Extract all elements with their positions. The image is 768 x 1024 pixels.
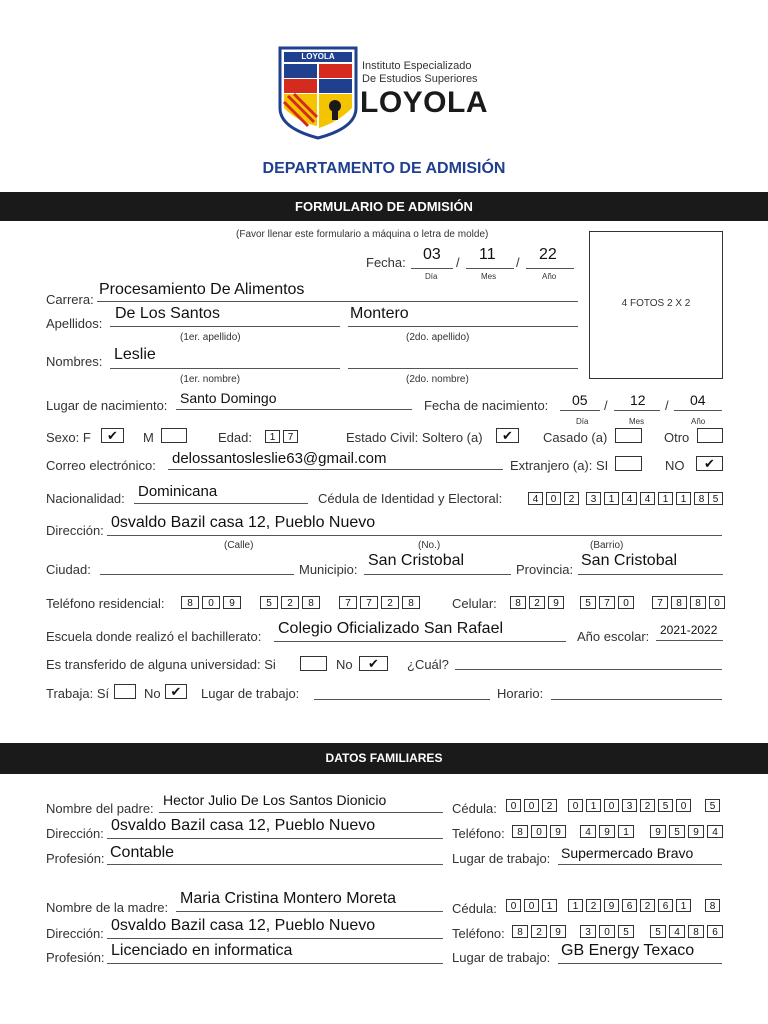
digit-box: 9 — [688, 825, 704, 838]
madre-cedula-group-1[interactable] — [506, 899, 560, 912]
municipio-line — [364, 574, 511, 575]
provincia-label: Provincia: — [516, 562, 574, 577]
digit-box: 0 — [531, 825, 547, 838]
digit-box: 2 — [281, 596, 299, 609]
casado-checkbox[interactable] — [615, 428, 642, 443]
digit-box: 1 — [618, 825, 634, 838]
extranjero-no-checkbox[interactable]: ✔ — [696, 456, 723, 471]
edad-digit: 7 — [283, 430, 298, 443]
digit-box: 7 — [652, 596, 668, 609]
correo-line — [168, 469, 503, 470]
correo-value[interactable]: delossantosleslie63@gmail.com — [172, 450, 387, 467]
trabaja-no-label: No — [144, 686, 161, 701]
provincia-value[interactable]: San Cristobal — [581, 552, 678, 569]
trabaja-si-checkbox[interactable] — [114, 684, 136, 699]
digit-box: 8 — [402, 596, 420, 609]
horario-line[interactable] — [551, 699, 722, 700]
digit-box: 0 — [524, 799, 539, 812]
lugar-trabajo-label: Lugar de trabajo: — [201, 686, 300, 701]
nacionalidad-line — [134, 503, 308, 504]
digit-box: 2 — [381, 596, 399, 609]
digit-box: 0 — [568, 799, 583, 812]
padre-lugar-trabajo-label: Lugar de trabajo: — [452, 851, 551, 866]
municipio-label: Municipio: — [299, 562, 358, 577]
digit-box: 2 — [564, 492, 579, 505]
edad-digit: 1 — [265, 430, 280, 443]
cedula-label: Cédula de Identidad y Electoral: — [318, 491, 503, 506]
apellido-1-line — [110, 326, 340, 327]
nombre-2-hint: (2do. nombre) — [406, 374, 469, 385]
tel-res-group-1[interactable] — [181, 596, 244, 609]
madre-cedula-group-2[interactable] — [568, 899, 694, 912]
transferido-label: Es transferido de alguna universidad: Si — [46, 657, 276, 672]
fecha-mes-line — [466, 268, 514, 269]
digit-box: 9 — [650, 825, 666, 838]
digit-box: 1 — [586, 799, 601, 812]
ciudad-line — [100, 574, 294, 575]
nacionalidad-value[interactable]: Dominicana — [138, 483, 218, 500]
madre-cedula-group-3[interactable] — [705, 899, 723, 912]
digit-box: 7 — [339, 596, 357, 609]
carrera-line — [97, 301, 578, 302]
anio-escolar-label: Año escolar: — [577, 629, 650, 644]
digit-box: 2 — [542, 799, 557, 812]
lugar-nacimiento-line — [176, 409, 412, 410]
nombre-1-value[interactable]: Leslie — [114, 346, 156, 363]
anio-escolar-value[interactable]: 2021-2022 — [660, 623, 718, 637]
cedula-group-1[interactable] — [528, 492, 582, 505]
tel-res-group-3[interactable] — [339, 596, 423, 609]
form-title-bar — [0, 192, 768, 221]
padre-profesion-value[interactable]: Contable — [110, 844, 175, 861]
fecha-anio-line — [526, 268, 574, 269]
apellido-1-hint: (1er. apellido) — [180, 332, 241, 343]
madre-profesion-line — [107, 963, 443, 964]
extranjero-label: Extranjero (a): SI — [510, 458, 609, 473]
direccion-line — [107, 535, 722, 536]
fecha-nac-mes-line — [614, 410, 660, 411]
fecha-sep-1: / — [456, 255, 460, 270]
digit-box: 0 — [506, 799, 521, 812]
fecha-dia[interactable]: 03 — [423, 246, 441, 263]
digit-box: 4 — [580, 825, 596, 838]
lugar-nacimiento-label: Lugar de nacimiento: — [46, 398, 168, 413]
digit-box: 4 — [707, 825, 723, 838]
family-section-title: DATOS FAMILIARES — [325, 751, 443, 765]
digit-box: 6 — [622, 899, 637, 912]
cel-group-2[interactable] — [580, 596, 637, 609]
digit-box: 8 — [510, 596, 526, 609]
digit-box: 0 — [524, 899, 539, 912]
fecha-nac-sep-1: / — [604, 398, 608, 413]
digit-box: 4 — [528, 492, 543, 505]
madre-profesion-label: Profesión: — [46, 950, 105, 965]
transferido-si-checkbox[interactable] — [300, 656, 327, 671]
fecha-mes[interactable]: 11 — [479, 246, 496, 263]
madre-direccion-label: Dirección: — [46, 926, 104, 941]
digit-box: 0 — [618, 596, 634, 609]
digit-box: 8 — [690, 596, 706, 609]
instructions: (Favor llenar este formulario a máquina o letra de molde) — [236, 229, 489, 240]
padre-line — [159, 812, 443, 813]
padre-profesion-label: Profesión: — [46, 851, 105, 866]
digit-box: 2 — [531, 925, 547, 938]
fecha-nac-anio-hint: Año — [691, 417, 706, 426]
digit-box: 7 — [599, 596, 615, 609]
cual-label: ¿Cuál? — [407, 657, 449, 672]
digit-box: 8 — [671, 596, 687, 609]
trabaja-no-checkbox[interactable]: ✔ — [165, 684, 187, 699]
fecha-nacimiento-label: Fecha de nacimiento: — [424, 398, 549, 413]
padre-tel-group-1[interactable] — [512, 825, 569, 838]
otro-checkbox[interactable] — [697, 428, 723, 443]
madre-telefono-label: Teléfono: — [452, 926, 505, 941]
provincia-line — [578, 574, 723, 575]
digit-box: 0 — [546, 492, 561, 505]
nombre-2-line — [348, 368, 578, 369]
digit-box: 6 — [658, 899, 673, 912]
sexo-m-checkbox[interactable] — [161, 428, 187, 443]
padre-value[interactable]: Hector Julio De Los Santos Dionicio — [163, 792, 387, 808]
cel-group-3[interactable] — [652, 596, 728, 609]
madre-tel-group-2[interactable] — [580, 925, 637, 938]
sexo-label: Sexo: F — [46, 430, 91, 445]
digit-box: 5 — [618, 925, 634, 938]
digit-box: 1 — [676, 899, 691, 912]
institute-line-2: De Estudios Superiores — [362, 73, 478, 85]
digit-box: 2 — [586, 899, 601, 912]
padre-tel-group-2[interactable] — [580, 825, 637, 838]
lugar-trabajo-line[interactable] — [314, 699, 490, 700]
trabaja-label: Trabaja: Sí — [46, 686, 110, 701]
cedula-group-3[interactable] — [708, 492, 726, 505]
digit-box: 1 — [542, 899, 557, 912]
fecha-dia-hint: Día — [425, 272, 438, 281]
apellido-2-line — [348, 326, 578, 327]
padre-direccion-label: Dirección: — [46, 826, 104, 841]
fecha-nac-sep-2: / — [665, 398, 669, 413]
digit-box: 8 — [512, 925, 528, 938]
digit-box: 8 — [512, 825, 528, 838]
cel-group-1[interactable] — [510, 596, 567, 609]
padre-cedula-group-3[interactable] — [705, 799, 723, 812]
escuela-label: Escuela donde realizó el bachillerato: — [46, 629, 262, 644]
madre-direccion-line — [107, 938, 443, 939]
carrera-label: Carrera: — [46, 292, 94, 307]
digit-box: 9 — [550, 925, 566, 938]
madre-lugar-trabajo-line — [558, 963, 722, 964]
digit-box: 8 — [181, 596, 199, 609]
fecha-anio[interactable]: 22 — [539, 246, 557, 263]
photo-label: 4 FOTOS 2 X 2 — [621, 298, 691, 309]
celular-label: Celular: — [452, 596, 497, 611]
cual-line[interactable] — [455, 669, 722, 670]
digit-box: 0 — [506, 899, 521, 912]
fecha-nac-dia[interactable]: 05 — [572, 392, 588, 408]
madre-value[interactable]: Maria Cristina Montero Moreta — [180, 890, 397, 907]
digit-box: 8 — [688, 925, 704, 938]
escuela-value[interactable]: Colegio Oficializado San Rafael — [278, 620, 504, 637]
digit-box: 9 — [223, 596, 241, 609]
edad-label: Edad: — [218, 430, 252, 445]
digit-box: 1 — [658, 492, 673, 505]
fecha-dia-line — [411, 268, 453, 269]
padre-lugar-trabajo-line — [558, 864, 722, 865]
digit-box: 0 — [676, 799, 691, 812]
madre-lugar-trabajo-value[interactable]: GB Energy Texaco — [561, 942, 695, 959]
otro-label: Otro — [664, 430, 690, 445]
institute-line-1: Instituto Especializado — [362, 60, 472, 72]
fecha-anio-hint: Año — [542, 272, 557, 281]
direccion-label: Dirección: — [46, 523, 104, 538]
fecha-nac-dia-line — [560, 410, 600, 411]
fecha-nac-mes-hint: Mes — [629, 417, 645, 426]
sexo-f-checkbox[interactable]: ✔ — [101, 428, 124, 443]
digit-box: 9 — [548, 596, 564, 609]
madre-direccion-value[interactable]: 0svaldo Bazil casa 12, Pueblo Nuevo — [111, 917, 376, 934]
family-section-bar — [0, 743, 768, 774]
padre-tel-group-3[interactable] — [650, 825, 726, 838]
nombre-1-line — [110, 368, 340, 369]
digit-box: 1 — [604, 492, 619, 505]
padre-direccion-value[interactable]: 0svaldo Bazil casa 12, Pueblo Nuevo — [111, 817, 376, 834]
padre-profesion-line — [107, 864, 443, 865]
digit-box: 4 — [622, 492, 637, 505]
digit-box: 8 — [302, 596, 320, 609]
apellido-2-value[interactable]: Montero — [350, 305, 409, 322]
fecha-nac-anio-line — [674, 410, 722, 411]
direccion-value[interactable]: 0svaldo Bazil casa 12, Pueblo Nuevo — [111, 514, 376, 531]
madre-cedula-label: Cédula: — [452, 901, 497, 916]
fecha-mes-hint: Mes — [481, 272, 497, 281]
digit-box: 9 — [599, 825, 615, 838]
digit-box: 5 — [708, 492, 723, 505]
municipio-value[interactable]: San Cristobal — [368, 552, 465, 569]
madre-line — [176, 911, 443, 912]
nombre-1-hint: (1er. nombre) — [180, 374, 241, 385]
digit-box: 0 — [709, 596, 725, 609]
numero-hint: (No.) — [418, 540, 441, 551]
extranjero-no-label: NO — [665, 458, 685, 473]
apellido-2-hint: (2do. apellido) — [406, 332, 470, 343]
padre-lugar-trabajo-value[interactable]: Supermercado Bravo — [561, 845, 694, 861]
digit-box: 0 — [599, 925, 615, 938]
institute-name: LOYOLA — [360, 86, 488, 119]
digit-box: 5 — [705, 799, 720, 812]
madre-tel-group-1[interactable] — [512, 925, 569, 938]
transferido-no-checkbox[interactable]: ✔ — [359, 656, 388, 671]
padre-cedula-group-2[interactable] — [568, 799, 694, 812]
telefono-residencial-label: Teléfono residencial: — [46, 596, 165, 611]
anio-escolar-line — [656, 640, 723, 641]
digit-box: 6 — [707, 925, 723, 938]
digit-box: 4 — [669, 925, 685, 938]
digit-box: 5 — [669, 825, 685, 838]
casado-label: Casado (a) — [543, 430, 608, 445]
digit-box: 3 — [580, 925, 596, 938]
logo-badge-text: LOYOLA — [301, 52, 335, 61]
correo-label: Correo electrónico: — [46, 458, 156, 473]
escuela-line — [274, 641, 566, 642]
madre-tel-group-3[interactable] — [650, 925, 726, 938]
digit-box: 5 — [580, 596, 596, 609]
fecha-nac-anio[interactable]: 04 — [690, 392, 706, 408]
padre-label: Nombre del padre: — [46, 801, 154, 816]
barrio-hint: (Barrio) — [590, 540, 624, 551]
edad-digits[interactable] — [265, 430, 301, 443]
digit-box: 5 — [650, 925, 666, 938]
estado-civil-label: Estado Civil: Soltero (a) — [346, 430, 483, 445]
digit-box: 2 — [640, 899, 655, 912]
digit-box: 3 — [586, 492, 601, 505]
carrera-value[interactable]: Procesamiento De Alimentos — [99, 281, 305, 298]
digit-box: 8 — [705, 899, 720, 912]
department-title: DEPARTAMENTO DE ADMISIÓN — [262, 160, 506, 177]
fecha-nac-mes[interactable]: 12 — [630, 392, 646, 408]
lugar-nacimiento-value[interactable]: Santo Domingo — [180, 390, 277, 406]
fecha-nac-dia-hint: Día — [576, 417, 589, 426]
digit-box: 2 — [640, 799, 655, 812]
digit-box: 3 — [622, 799, 637, 812]
padre-cedula-group-1[interactable] — [506, 799, 560, 812]
padre-cedula-label: Cédula: — [452, 801, 497, 816]
digit-box: 9 — [604, 899, 619, 912]
sexo-m-label: M — [143, 430, 154, 445]
digit-box: 2 — [529, 596, 545, 609]
apellido-1-value[interactable]: De Los Santos — [115, 305, 220, 322]
tel-res-group-2[interactable] — [260, 596, 323, 609]
digit-box: 5 — [260, 596, 278, 609]
digit-box: 5 — [658, 799, 673, 812]
nombres-label: Nombres: — [46, 354, 103, 369]
digit-box: 1 — [568, 899, 583, 912]
fecha-sep-2: / — [516, 255, 520, 270]
digit-box: 8 — [694, 492, 709, 505]
transferido-no-label: No — [336, 657, 353, 672]
soltero-checkbox[interactable]: ✔ — [496, 428, 519, 443]
digit-box: 0 — [202, 596, 220, 609]
nacionalidad-label: Nacionalidad: — [46, 491, 125, 506]
digit-box: 0 — [604, 799, 619, 812]
madre-lugar-trabajo-label: Lugar de trabajo: — [452, 950, 551, 965]
fecha-label: Fecha: — [366, 255, 406, 270]
padre-direccion-line — [107, 838, 443, 839]
padre-telefono-label: Teléfono: — [452, 826, 505, 841]
calle-hint: (Calle) — [224, 540, 254, 551]
form-title: FORMULARIO DE ADMISIÓN — [295, 199, 473, 214]
madre-profesion-value[interactable]: Licenciado en informatica — [111, 942, 293, 959]
horario-label: Horario: — [497, 686, 544, 701]
digit-box: 9 — [550, 825, 566, 838]
madre-label: Nombre de la madre: — [46, 900, 169, 915]
apellidos-label: Apellidos: — [46, 316, 103, 331]
ciudad-label: Ciudad: — [46, 562, 91, 577]
digit-box: 4 — [640, 492, 655, 505]
digit-box: 1 — [676, 492, 691, 505]
digit-box: 7 — [360, 596, 378, 609]
cedula-group-2[interactable] — [586, 492, 712, 505]
extranjero-si-checkbox[interactable] — [615, 456, 642, 471]
